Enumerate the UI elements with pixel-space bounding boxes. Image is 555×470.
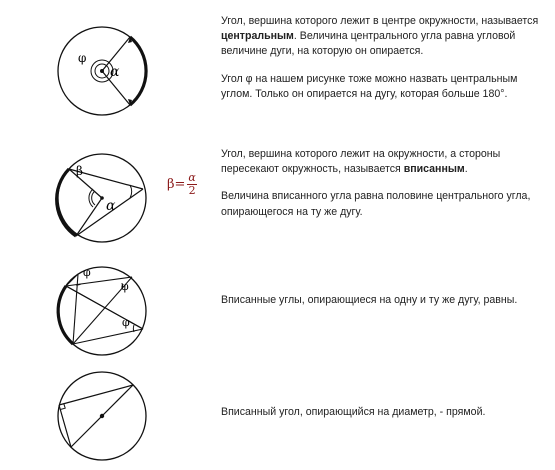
inscribed-angle-figure	[50, 144, 165, 254]
inscribed-angle-property: Величина вписанного угла равна половине центрального угла, опирающегося на ту же дугу.	[221, 190, 531, 218]
phi-label-1: φ	[83, 266, 91, 279]
formula-fraction	[187, 172, 196, 197]
alpha-label-2: α	[106, 198, 116, 214]
inscribed-formula	[167, 172, 197, 197]
equal-inscribed-angles-figure	[50, 256, 165, 366]
phi-label-3: φ	[122, 316, 130, 329]
alpha-label: α	[110, 64, 120, 80]
term-inscribed: вписанным	[403, 163, 465, 176]
formula-lhs: β=	[167, 177, 186, 192]
diameter-angle-statement: Вписанный угол, опирающийся на диаметр, - прямой.	[221, 406, 486, 418]
central-angle-figure	[50, 18, 165, 128]
diameter-angle-figure	[50, 362, 165, 470]
diameter-angle-text	[221, 405, 541, 420]
inscribed-angle-definition: Угол, вершина которого лежит на окружности, а стороны пересекают окружность, называется вписанным.	[221, 148, 501, 176]
phi-label: φ	[78, 51, 87, 65]
equal-angles-statement: Вписанные углы, опирающиеся на одну и ту же дугу, равны.	[221, 294, 518, 306]
term-central: центральным	[221, 30, 294, 43]
phi-label-2: φ	[121, 280, 129, 293]
central-angle-text	[221, 14, 541, 102]
inscribed-angle-text	[221, 147, 541, 220]
central-angle-definition: Угол, вершина которого лежит в центре окружности, называется центральным. Величина центрального угла равна угловой величине дуги, на которую он опирается.	[221, 15, 539, 58]
equal-angles-text	[221, 293, 541, 308]
formula-numerator: α	[188, 171, 196, 184]
formula-denominator: 2	[188, 184, 196, 197]
central-angle-note: Угол φ на нашем рисунке тоже можно назвать центральным углом. Только он опирается на дугу, которая больше 180°.	[221, 72, 518, 100]
beta-label: β	[76, 164, 83, 178]
